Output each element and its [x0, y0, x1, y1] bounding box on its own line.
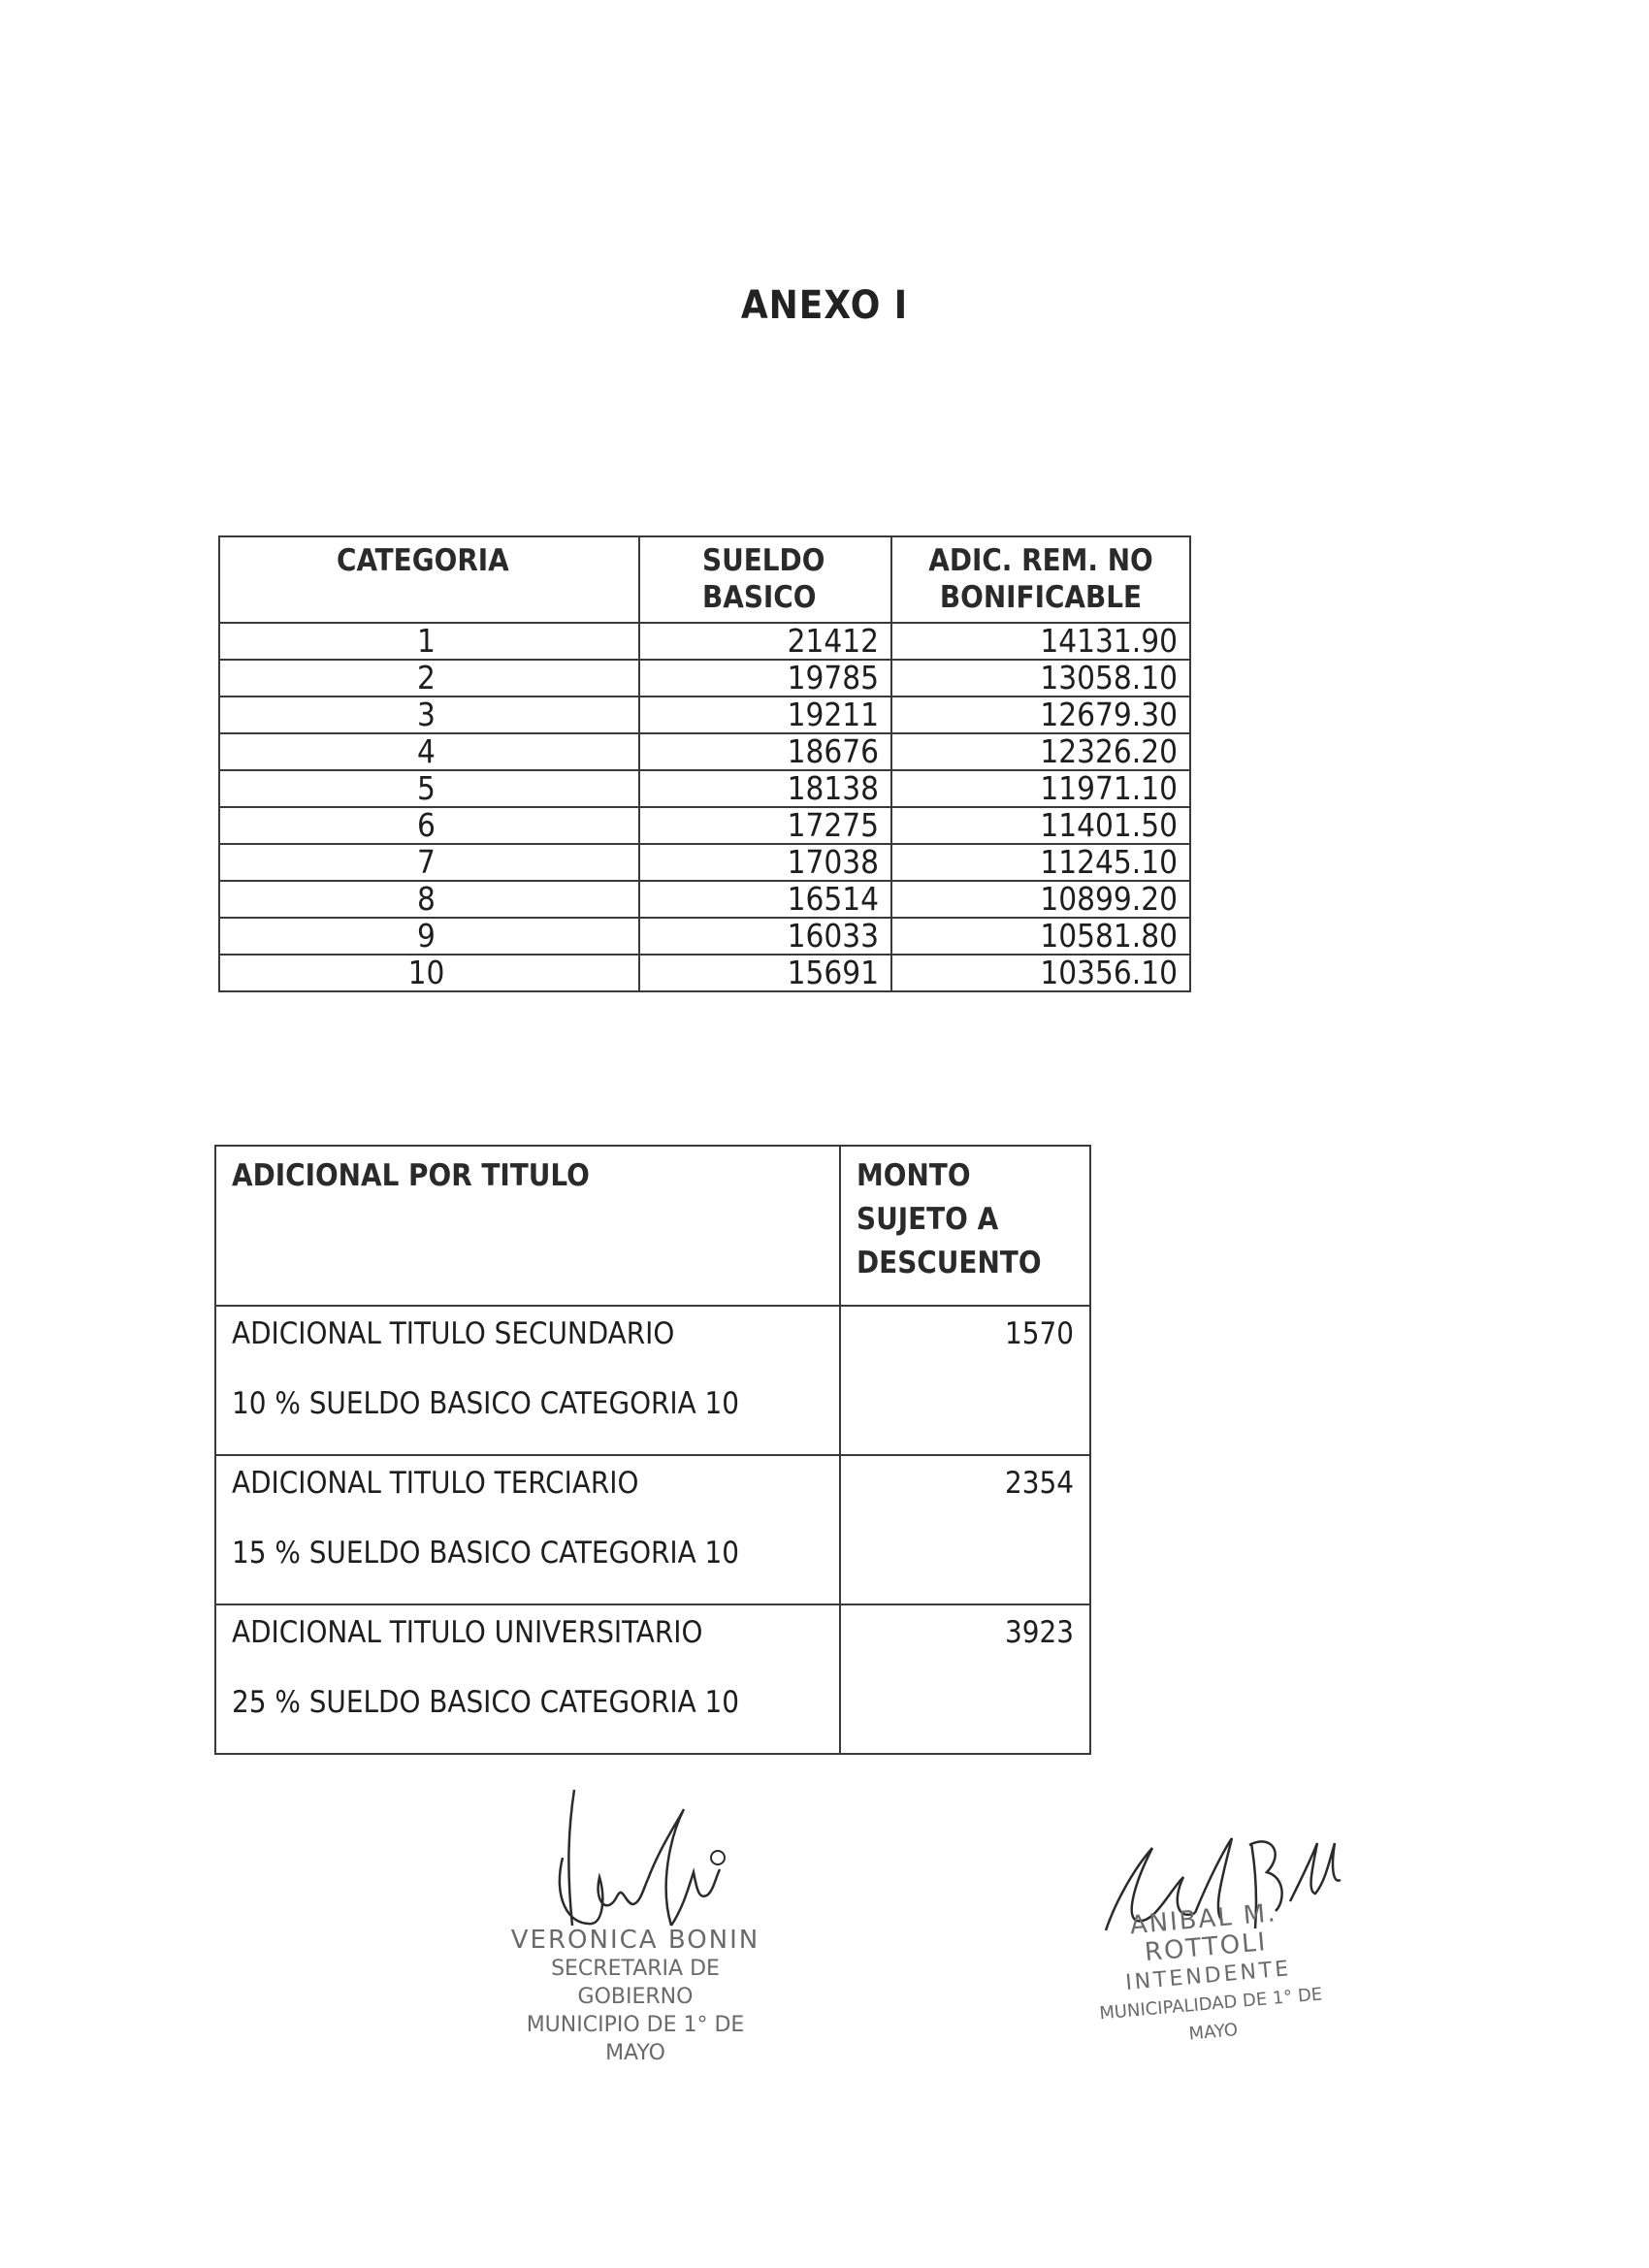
- categoria-cell: 3: [219, 697, 639, 733]
- table-row: [219, 881, 1190, 918]
- header-monto: MONTO SUJETO A DESCUENTO: [840, 1146, 1090, 1306]
- signer-right-office: MUNICIPALIDAD DE 1° DE MAYO: [1098, 1984, 1324, 2045]
- signer-right-name: ANIBAL M. ROTTOLI: [1128, 1898, 1278, 1968]
- salary-table: [218, 535, 1191, 992]
- title-label: ADICIONAL TITULO UNIVERSITARIO: [232, 1615, 703, 1650]
- adicional-cell: 13058.10: [891, 660, 1190, 697]
- sueldo-cell: 16033: [639, 918, 891, 955]
- title-header-row: [215, 1146, 1090, 1306]
- signature-left: [524, 1780, 776, 1945]
- header-adic-rem: ADIC. REM. NO BONIFICABLE: [891, 536, 1190, 623]
- title-percent: 25 % SUELDO BASICO CATEGORIA 10: [232, 1685, 740, 1720]
- categoria-cell: 6: [219, 807, 639, 844]
- table-row: [215, 1455, 1090, 1604]
- amount-cell: 1570: [840, 1306, 1090, 1455]
- title-percent: 10 % SUELDO BASICO CATEGORIA 10: [232, 1386, 740, 1421]
- table-row: [219, 623, 1190, 660]
- signer-left-office: MUNICIPIO DE 1° DE MAYO: [526, 2013, 745, 2065]
- adicional-cell: 12326.20: [891, 733, 1190, 770]
- sueldo-cell: 15691: [639, 955, 891, 991]
- adicional-cell: 12679.30: [891, 697, 1190, 733]
- categoria-cell: 4: [219, 733, 639, 770]
- adicional-cell: 10356.10: [891, 955, 1190, 991]
- sueldo-cell: 19785: [639, 660, 891, 697]
- title-description-cell: [215, 1455, 840, 1604]
- stamp-left: [504, 1927, 766, 2067]
- amount-cell: 3923: [840, 1604, 1090, 1754]
- sueldo-cell: 18676: [639, 733, 891, 770]
- categoria-cell: 8: [219, 881, 639, 918]
- sueldo-cell: 17275: [639, 807, 891, 844]
- title-percent: 15 % SUELDO BASICO CATEGORIA 10: [232, 1536, 740, 1571]
- sueldo-cell: 18138: [639, 770, 891, 807]
- sueldo-cell: 16514: [639, 881, 891, 918]
- header-categoria: CATEGORIA: [219, 536, 639, 623]
- title-description-cell: [215, 1306, 840, 1455]
- categoria-cell: 10: [219, 955, 639, 991]
- signer-right-role: INTENDENTE: [1124, 1957, 1293, 1995]
- adicional-cell: 10899.20: [891, 881, 1190, 918]
- title-bonus-table: [214, 1145, 1091, 1755]
- table-row: [219, 955, 1190, 991]
- table-row: [219, 660, 1190, 697]
- adicional-cell: 10581.80: [891, 918, 1190, 955]
- adicional-cell: 11401.50: [891, 807, 1190, 844]
- salary-header-row: [219, 536, 1190, 623]
- table-row: [215, 1306, 1090, 1455]
- adicional-cell: 14131.90: [891, 623, 1190, 660]
- adicional-cell: 11971.10: [891, 770, 1190, 807]
- categoria-cell: 7: [219, 844, 639, 881]
- stamp-right: [1067, 1895, 1350, 2058]
- table-row: [219, 770, 1190, 807]
- table-row: [219, 733, 1190, 770]
- amount-cell: 2354: [840, 1455, 1090, 1604]
- title-description-cell: [215, 1604, 840, 1754]
- categoria-cell: 9: [219, 918, 639, 955]
- adicional-cell: 11245.10: [891, 844, 1190, 881]
- sueldo-cell: 19211: [639, 697, 891, 733]
- table-row: [219, 844, 1190, 881]
- categoria-cell: 2: [219, 660, 639, 697]
- categoria-cell: 1: [219, 623, 639, 660]
- header-adicional-titulo: ADICIONAL POR TITULO: [215, 1146, 840, 1306]
- table-row: [219, 918, 1190, 955]
- table-row: [219, 807, 1190, 844]
- title-label: ADICIONAL TITULO SECUNDARIO: [232, 1316, 675, 1351]
- table-row: [215, 1604, 1090, 1754]
- table-row: [219, 697, 1190, 733]
- categoria-cell: 5: [219, 770, 639, 807]
- header-sueldo-basico: SUELDO BASICO: [639, 536, 891, 623]
- sueldo-cell: 17038: [639, 844, 891, 881]
- signer-left-name: VERONICA BONIN: [510, 1926, 760, 1955]
- title-label: ADICIONAL TITULO TERCIARIO: [232, 1466, 639, 1501]
- document-title: ANEXO I: [740, 283, 909, 328]
- signer-left-role: SECRETARIA DE GOBIERNO: [551, 1957, 720, 2009]
- sueldo-cell: 21412: [639, 623, 891, 660]
